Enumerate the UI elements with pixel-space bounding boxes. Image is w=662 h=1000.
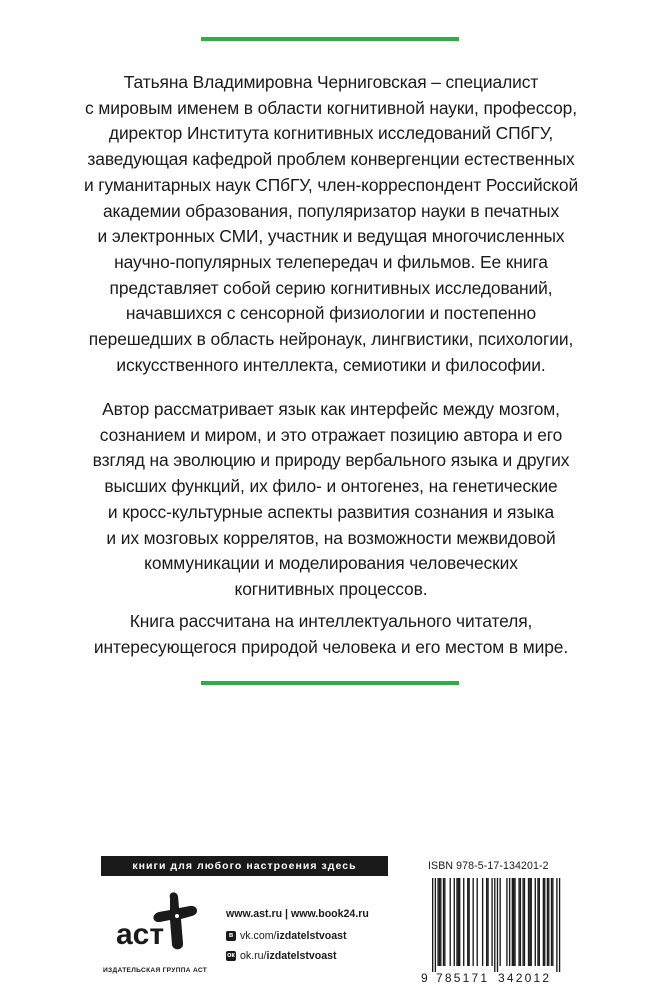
barcode-bar	[494, 878, 495, 972]
vk-icon: в	[226, 931, 236, 941]
barcode-bar	[432, 878, 433, 972]
text-line: Книга рассчитана на интеллектуального читателя,	[129, 611, 533, 631]
text-line: Татьяна Владимировна Черниговская – специалист	[123, 72, 539, 92]
barcode-bar	[497, 878, 498, 972]
barcode-bar	[539, 878, 540, 966]
barcode-bar	[450, 878, 451, 966]
ok-link[interactable]	[226, 946, 369, 966]
barcode-bar	[468, 878, 469, 966]
text-line: искусственного интеллекта, семиотики и философии.	[116, 354, 546, 375]
barcode-bar	[459, 878, 460, 966]
barcode-bars	[432, 878, 560, 972]
barcode-bar	[509, 878, 510, 966]
barcode-bar	[456, 878, 457, 966]
publisher-slogan-banner: книги для любого настроения здесь	[101, 856, 388, 876]
ast-logo-icon	[108, 888, 228, 973]
barcode-bar	[454, 878, 455, 966]
ok-icon: ок	[227, 952, 235, 959]
barcode-bar	[513, 878, 514, 966]
text-line: заведующая кафедрой проблем конвергенции естественных	[87, 149, 575, 170]
barcode-bar	[537, 878, 538, 966]
barcode-bar	[491, 878, 492, 966]
barcode-bar	[437, 878, 438, 966]
barcode-bar	[522, 878, 523, 966]
barcode-bar	[531, 878, 532, 966]
barcode-bar	[543, 878, 544, 966]
barcode-bar	[440, 878, 441, 966]
ast-logo-letters: аст	[116, 918, 165, 951]
text-line: взгляд на эволюцию и природу вербального языка и других	[92, 450, 570, 471]
barcode-bar	[548, 878, 549, 966]
barcode-bar	[544, 878, 545, 966]
isbn-label: ISBN 978-5-17-134201-2	[428, 860, 549, 872]
text-line: научно-популярных телепередач и фильмов. Ее книга	[114, 251, 548, 272]
vk-link[interactable]	[226, 926, 369, 946]
bottom-green-rule	[201, 681, 459, 685]
barcode-bar	[524, 878, 525, 966]
text-line: высших функций, их фило- и онтогенез, на генетические	[104, 476, 558, 497]
barcode-bar	[559, 878, 560, 972]
barcode-right-digits: 342012	[498, 971, 552, 985]
barcode-bar	[477, 878, 478, 966]
barcode-bar	[506, 878, 507, 966]
barcode-bar	[529, 878, 530, 966]
author-bio-paragraph	[50, 70, 612, 378]
barcode-bar	[528, 878, 529, 966]
text-line: интересующегося природой человека и его местом в мире.	[93, 636, 569, 657]
text-line: и гуманитарных наук СПбГУ, член-корреспондент Российской	[83, 174, 579, 195]
text-line: когнитивных процессов.	[234, 578, 428, 599]
barcode-first-digit: 9	[421, 971, 428, 985]
text-line: коммуникации и моделирования человеческих	[144, 553, 518, 574]
barcode-bar	[435, 878, 436, 972]
barcode-bar	[467, 878, 468, 966]
barcode-bar	[444, 878, 445, 966]
barcode-bar	[486, 878, 487, 966]
barcode-bar	[520, 878, 521, 966]
barcode-bar	[518, 878, 519, 966]
text-line: директор Института когнитивных исследований СПбГУ,	[108, 123, 554, 144]
ok-handle: izdatelstvoast	[266, 950, 337, 962]
barcode-left-digits: 785171	[436, 971, 490, 985]
text-line: с мировым именем в области когнитивной науки, профессор,	[85, 97, 577, 118]
barcode-bar	[473, 878, 474, 966]
isbn-barcode	[420, 874, 564, 986]
barcode-bar	[556, 878, 557, 972]
text-line: представляет собой серию когнитивных исследований,	[109, 277, 553, 298]
text-line: сознанием и миром, и это отражает позицию автора и его	[99, 424, 563, 445]
barcode-bar	[512, 878, 513, 966]
barcode-bar	[482, 878, 483, 966]
text-line: начавшихся с сенсорной физиологии и постепенно	[125, 303, 537, 324]
barcode-bar	[439, 878, 440, 966]
text-line: перешедших в область нейронаук, лингвистики, психологии,	[88, 329, 574, 350]
text-line: академии образования, популяризатор науки в печатных	[102, 200, 560, 221]
barcode-bar	[547, 878, 548, 966]
barcode-bar	[514, 878, 515, 966]
barcode-bar	[487, 878, 488, 966]
top-green-rule	[201, 37, 459, 41]
text-line: и кросс-культурные аспекты развития сознания и языка	[107, 501, 555, 522]
publisher-links	[226, 904, 369, 966]
vk-handle: izdatelstvoast	[276, 930, 347, 942]
barcode-bar	[535, 878, 536, 966]
ok-prefix: ok.ru/	[240, 950, 267, 962]
barcode-bar	[500, 878, 501, 966]
vk-prefix: vk.com/	[240, 930, 277, 942]
barcode-bar	[463, 878, 464, 966]
barcode-bar	[551, 878, 552, 966]
barcode-bar	[443, 878, 444, 966]
barcode-bar	[552, 878, 553, 966]
audience-paragraph	[50, 609, 612, 660]
text-line: Автор рассматривает язык как интерфейс между мозгом,	[102, 399, 560, 419]
text-line: и их мозговых коррелятов, на возможности межвидовой	[106, 527, 556, 548]
publisher-caption: ИЗДАТЕЛЬСКАЯ ГРУППА АСТ	[103, 967, 208, 974]
text-line: и электронных СМИ, участник и ведущая многочисленных	[97, 226, 565, 247]
book-summary-paragraph	[50, 397, 612, 603]
websites-link[interactable]: www.ast.ru | www.book24.ru	[226, 908, 369, 920]
barcode-bar	[458, 878, 459, 966]
